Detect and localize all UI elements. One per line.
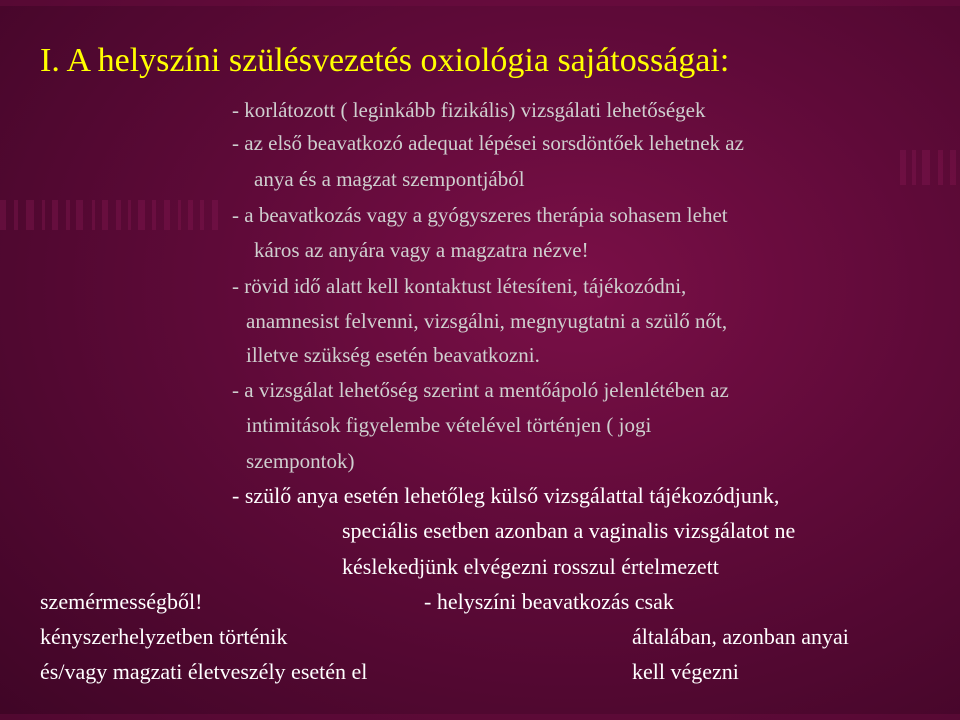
bullet-line: - korlátozott ( leginkább fizikális) vizsgálati lehetőségek bbox=[232, 98, 706, 122]
lower-left-1: szemérmességből! bbox=[40, 589, 203, 614]
lower-left-3: és/vagy magzati életveszély esetén el bbox=[40, 659, 368, 684]
lower-line-2: speciális esetben azonban a vaginalis vizsgálatot ne bbox=[342, 518, 796, 543]
bullet-line: - a beavatkozás vagy a gyógyszeres therápia sohasem lehet bbox=[232, 203, 728, 227]
title-colon: : bbox=[719, 42, 730, 79]
bullet-line: káros az anyára vagy a magzatra nézve! bbox=[254, 238, 589, 262]
bullet-line: anya és a magzat szempontjából bbox=[254, 167, 525, 191]
lower-mid-1: - helyszíni beavatkozás csak bbox=[424, 589, 674, 614]
lower-left-2: kényszerhelyzetben történik bbox=[40, 624, 288, 649]
bullet-line: - rövid idő alatt kell kontaktust létesíteni, tájékozódni, bbox=[232, 274, 687, 298]
lower-right-2: általában, azonban anyai bbox=[632, 624, 849, 649]
lower-line-3: késlekedjünk elvégezni rosszul értelmezett bbox=[342, 554, 719, 579]
title-text: I. A helyszíni szülésvezetés oxiológia sajátosságai bbox=[40, 42, 720, 79]
bullet-line: anamnesist felvenni, vizsgálni, megnyugtatni a szülő nőt, bbox=[246, 309, 728, 333]
bullet-line: - az első beavatkozó adequat lépései sorsdöntőek lehetnek az bbox=[232, 131, 744, 155]
page-title bbox=[40, 42, 729, 80]
bullet-line: illetve szükség esetén beavatkozni. bbox=[246, 343, 540, 367]
bullet-line: intimitások figyelembe vételével történjen ( jogi bbox=[246, 413, 652, 437]
lower-right-3: kell végezni bbox=[632, 659, 739, 684]
lower-line-1: - szülő anya esetén lehetőleg külső vizsgálattal tájékozódjunk, bbox=[232, 483, 780, 508]
bullet-line: szempontok) bbox=[246, 449, 355, 473]
bullet-line: - a vizsgálat lehetőség szerint a mentőápoló jelenlétében az bbox=[232, 378, 729, 402]
